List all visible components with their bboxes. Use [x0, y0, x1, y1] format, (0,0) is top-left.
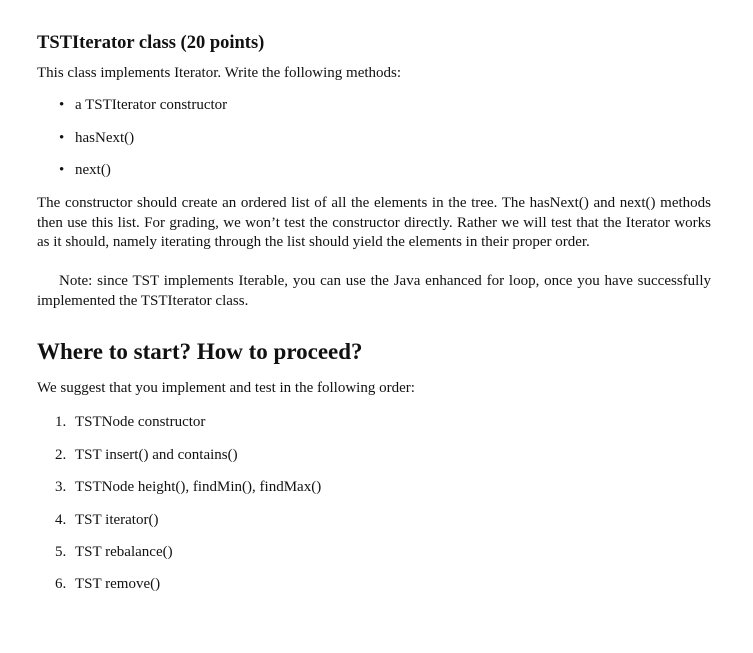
- subsection-title: TSTIterator class (20 points): [37, 33, 265, 53]
- step-item: [55, 414, 205, 431]
- intro-text: This class implements Iterator. Write the following methods:: [37, 65, 402, 81]
- step-number: 2.: [55, 447, 67, 463]
- step-number: 1.: [55, 414, 67, 430]
- step-item: [55, 479, 321, 496]
- suggest-text: We suggest that you implement and test in the following order:: [37, 380, 415, 396]
- step-text: TSTNode constructor: [75, 414, 206, 430]
- bullet-item: [59, 130, 134, 147]
- step-number: 6.: [55, 576, 67, 592]
- bullet-text: a TSTIterator constructor: [75, 97, 228, 113]
- step-item: [55, 447, 238, 464]
- bullet-marker: •: [59, 162, 65, 178]
- note-paragraph: Note: since TST implements Iterable, you can use the Java enhanced for loop, once you have successfully implemented the TSTIterator class.: [37, 273, 711, 309]
- step-item: [55, 576, 160, 593]
- bullet-item: [59, 97, 227, 114]
- bullet-text: next(): [75, 162, 111, 178]
- step-text: TSTNode height(), findMin(), findMax(): [75, 479, 322, 495]
- step-text: TST remove(): [75, 576, 161, 592]
- step-number: 3.: [55, 479, 67, 495]
- step-item: [55, 544, 173, 561]
- step-text: TST iterator(): [75, 512, 159, 528]
- step-number: 5.: [55, 544, 67, 560]
- constructor-paragraph: The constructor should create an ordered list of all the elements in the tree. The hasNext() and next() methods then use this list. For grading, we won’t test the constructor directly. Rather we will test that the Iterator works as it should, namely iterating through the list should yield the elements in their proper order.: [37, 195, 711, 250]
- step-text: TST insert() and contains(): [75, 447, 238, 463]
- bullet-marker: •: [59, 97, 65, 113]
- bullet-marker: •: [59, 130, 65, 146]
- step-number: 4.: [55, 512, 67, 528]
- step-text: TST rebalance(): [75, 544, 173, 560]
- bullet-text: hasNext(): [75, 130, 135, 146]
- step-item: [55, 512, 158, 529]
- bullet-item: [59, 162, 111, 179]
- section-title: Where to start? How to proceed?: [37, 339, 363, 364]
